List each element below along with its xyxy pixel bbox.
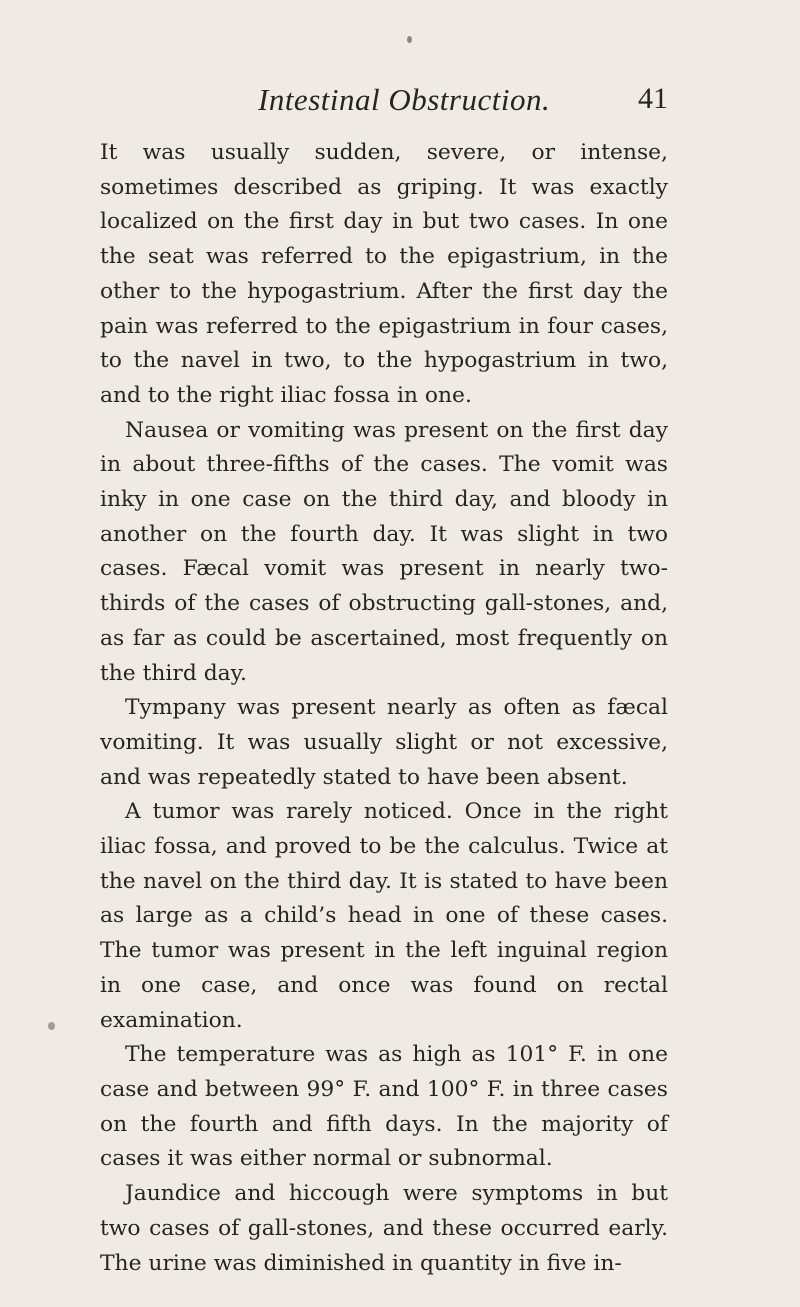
body-text <box>100 136 668 1281</box>
paragraph-tumor: A tumor was rarely noticed. Once in the right iliac fossa, and proved to be the calculus. Twice at the navel on the third day. It is stated to have been as large as a child’s head in one of these cases. The tumor was present in the left inguinal region in one case, and once was found on rectal examination. <box>100 799 668 1033</box>
print-speck <box>407 36 412 43</box>
running-title: Intestinal Obstruction. <box>258 82 551 117</box>
paragraph-pain: It was usually sudden, severe, or intense, sometimes described as griping. It was exactly localized on the first day in but two cases. In one the seat was referred to the epigastrium, in the other to the hypogastrium. After the first day the pain was referred to the epigastrium in four cases, to the navel in two, to the hypogastrium in two, and to the right iliac fossa in one. <box>100 140 668 408</box>
print-speck <box>48 1022 55 1030</box>
running-head <box>100 78 668 126</box>
paragraph-temperature: The temperature was as high as 101° F. in one case and between 99° F. and 100° F. in three cases on the fourth and fifth days. In the majority of cases it was either normal or subnormal. <box>100 1042 668 1172</box>
paragraph-nausea: Nausea or vomiting was present on the first day in about three-fifths of the cases. The vomit was inky in one case on the third day, and bloody in another on the fourth day. It was slight in two cases. Fæcal vomit was present in nearly two-thirds of the cases of obstructing gall-stones, and, as far as could be ascertained, most frequently on the third day. <box>100 417 668 686</box>
paragraph-tympany: Tympany was present nearly as often as fæcal vomiting. It was usually slight or not excessive, and was repeatedly stated to have been absent. <box>100 695 668 790</box>
paragraph-jaundice: Jaundice and hiccough were symptoms in but two cases of gall-stones, and these occurred early. The urine was diminished in quantity in five in- <box>100 1181 668 1276</box>
page-number: 41 <box>638 82 668 115</box>
